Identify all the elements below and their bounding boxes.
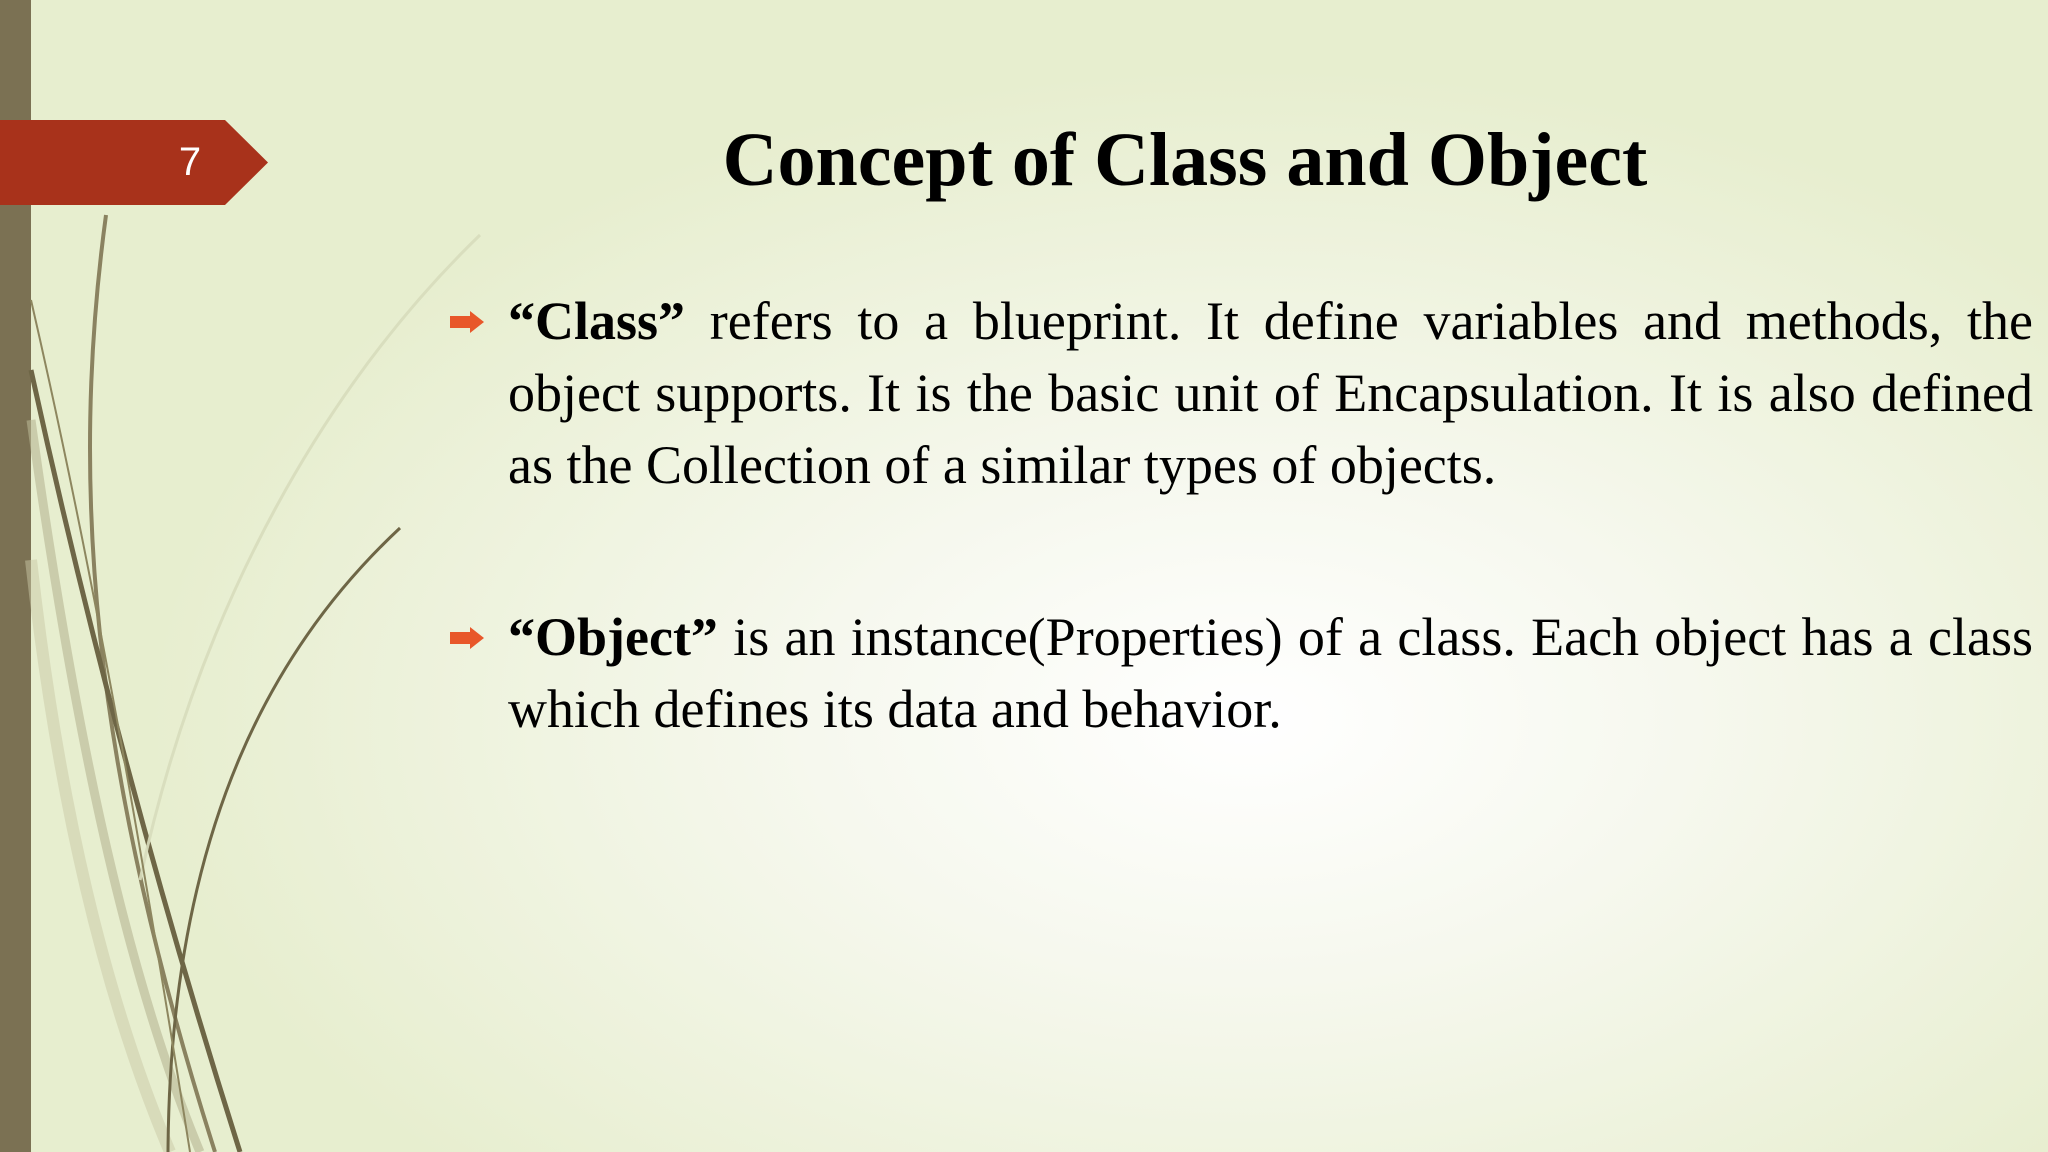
right-arrow-bullet-icon (450, 311, 486, 333)
slide-title: Concept of Class and Object (722, 118, 1648, 202)
bullet-class (508, 285, 2033, 501)
bullet-text: refers to a blueprint. It define variables and methods, the object supports. It is the basic unit of Encapsulation. It is also defined as the Collection of a similar types of objects. (508, 291, 2033, 495)
badge-arrow-shape (0, 120, 270, 205)
bullet-object (508, 601, 2033, 745)
slide-number-badge (0, 120, 270, 205)
bullet-text: is an instance(Properties) of a class. Each object has a class which defines its data and behavior. (508, 607, 2033, 739)
slide-number: 7 (178, 140, 202, 184)
bullet-term: “Class” (508, 291, 686, 351)
right-arrow-bullet-icon (450, 627, 486, 649)
bullet-list (508, 285, 2033, 745)
bullet-term: “Object” (508, 607, 718, 667)
